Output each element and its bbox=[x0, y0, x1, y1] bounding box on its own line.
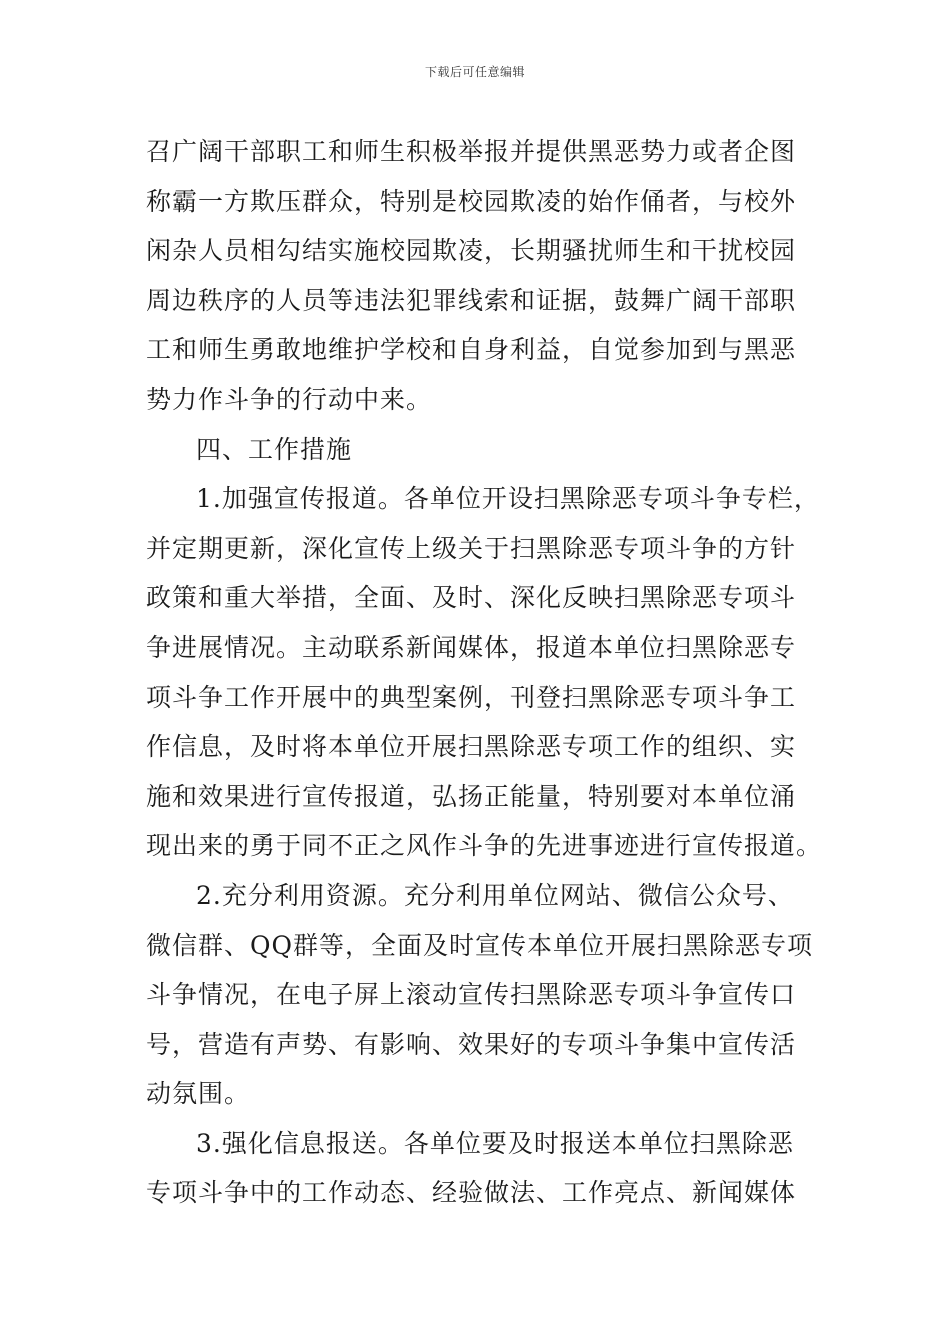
body-line: 动氛围。 bbox=[146, 1079, 251, 1109]
body-line: 闲杂人员相勾结实施校园欺凌，长期骚扰师生和干扰校园 bbox=[146, 236, 797, 266]
body-line: 号，营造有声势、有影响、效果好的专项斗争集中宣传活 bbox=[146, 1029, 797, 1059]
body-line: 工和师生勇敢地维护学校和自身利益，自觉参加到与黑恶 bbox=[146, 335, 797, 365]
section-heading: 四、工作措施 bbox=[196, 434, 353, 464]
body-line: 称霸一方欺压群众，特别是校园欺凌的始作俑者，与校外 bbox=[146, 186, 797, 216]
body-line: 微信群、QQ群等，全面及时宣传本单位开展扫黑除恶专项 bbox=[146, 930, 813, 960]
body-line: 争进展情况。主动联系新闻媒体，报道本单位扫黑除恶专 bbox=[146, 632, 797, 662]
paragraph-first-line: 3.强化信息报送。各单位要及时报送本单位扫黑除恶 bbox=[196, 1128, 794, 1158]
body-line: 作信息，及时将本单位开展扫黑除恶专项工作的组织、实 bbox=[146, 732, 797, 762]
document-body bbox=[146, 127, 823, 1218]
body-line: 施和效果进行宣传报道，弘扬正能量，特别要对本单位涌 bbox=[146, 781, 797, 811]
body-line: 势力作斗争的行动中来。 bbox=[146, 384, 433, 414]
paragraph-first-line: 1.加强宣传报道。各单位开设扫黑除恶专项斗争专栏， bbox=[196, 484, 820, 514]
body-line: 项斗争工作开展中的典型案例，刊登扫黑除恶专项斗争工 bbox=[146, 682, 797, 712]
paragraph-first-line: 2.充分利用资源。充分利用单位网站、微信公众号、 bbox=[196, 880, 794, 910]
body-line: 并定期更新，深化宣传上级关于扫黑除恶专项斗争的方针 bbox=[146, 533, 797, 563]
body-line: 斗争情况，在电子屏上滚动宣传扫黑除恶专项斗争宣传口 bbox=[146, 980, 797, 1010]
body-line: 召广阔干部职工和师生积极举报并提供黑恶势力或者企图 bbox=[146, 137, 797, 166]
body-line: 现出来的勇于同不正之风作斗争的先进事迹进行宣传报道。 bbox=[146, 831, 823, 861]
body-line: 专项斗争中的工作动态、经验做法、工作亮点、新闻媒体 bbox=[146, 1178, 797, 1208]
body-line: 周边秩序的人员等违法犯罪线索和证据，鼓舞广阔干部职 bbox=[146, 285, 797, 315]
body-line: 政策和重大举措，全面、及时、深化反映扫黑除恶专项斗 bbox=[146, 583, 797, 613]
page-header-note: 下载后可任意编辑 bbox=[424, 65, 525, 79]
